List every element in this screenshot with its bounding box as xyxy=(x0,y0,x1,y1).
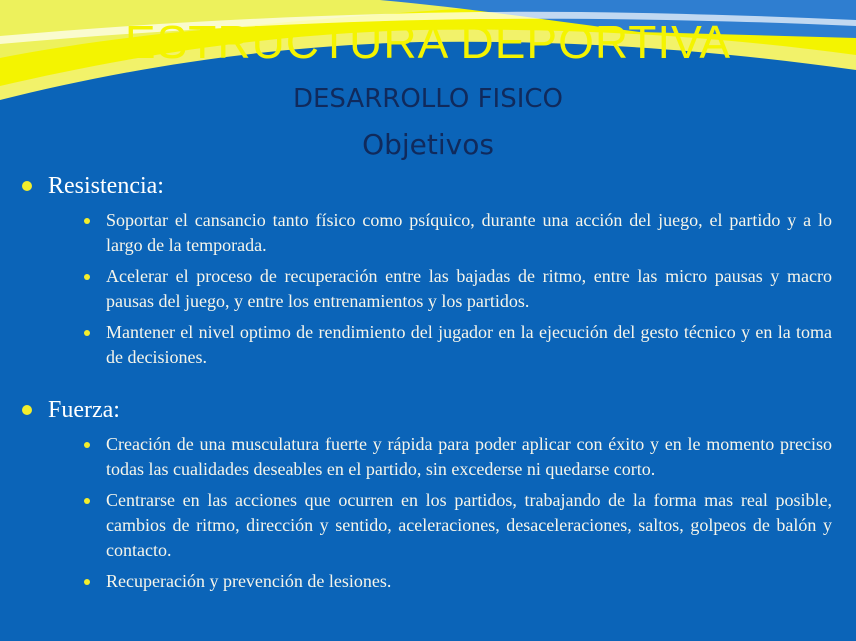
bullet-dot-icon xyxy=(84,274,90,280)
list-item xyxy=(22,320,842,370)
list-item-text: Mantener el nivel optimo de rendimiento del jugador en la ejecución del gesto técnico y en la toma de decisiones. xyxy=(106,322,832,367)
list-item xyxy=(22,488,842,563)
list-item-text: Creación de una musculatura fuerte y rápida para poder aplicar con éxito y en le momento preciso todas las cualidades deseables en el partido, sin excederse ni quedarse corto. xyxy=(106,434,832,479)
slide-subheading: Objetivos xyxy=(362,128,494,161)
bullet-dot-icon xyxy=(22,181,32,191)
list-item xyxy=(22,569,842,594)
section-heading xyxy=(22,172,842,200)
slide-title: ESTRUCTURA DEPORTIVA xyxy=(124,16,732,68)
section-heading-text: Resistencia: xyxy=(48,173,164,199)
list-item xyxy=(22,432,842,482)
list-item-text: Recuperación y prevención de lesiones. xyxy=(106,571,392,591)
list-item-text: Acelerar el proceso de recuperación entre las bajadas de ritmo, entre las micro pausas y macro pausas del juego, y entre los entrenamientos y los partidos. xyxy=(106,266,832,311)
bullet-dot-icon xyxy=(84,330,90,336)
bullet-dot-icon xyxy=(84,579,90,585)
section-fuerza xyxy=(22,396,842,600)
bullet-list xyxy=(22,208,842,370)
section-heading xyxy=(22,396,842,424)
bullet-list xyxy=(22,432,842,594)
slide-subtitle: DESARROLLO FISICO xyxy=(292,84,563,114)
list-item xyxy=(22,264,842,314)
bullet-dot-icon xyxy=(84,498,90,504)
section-heading-text: Fuerza: xyxy=(48,397,120,423)
list-item xyxy=(22,208,842,258)
list-item-text: Soportar el cansancio tanto físico como psíquico, durante una acción del juego, el partido y a lo largo de la temporada. xyxy=(106,210,832,255)
bullet-dot-icon xyxy=(22,405,32,415)
list-item-text: Centrarse en las acciones que ocurren en los partidos, trabajando de la forma mas real posible, cambios de ritmo, dirección y sentido, aceleraciones, desaceleraciones, saltos, golpeos de balón y contacto. xyxy=(106,490,832,560)
section-resistencia xyxy=(22,172,842,376)
bullet-dot-icon xyxy=(84,442,90,448)
bullet-dot-icon xyxy=(84,218,90,224)
